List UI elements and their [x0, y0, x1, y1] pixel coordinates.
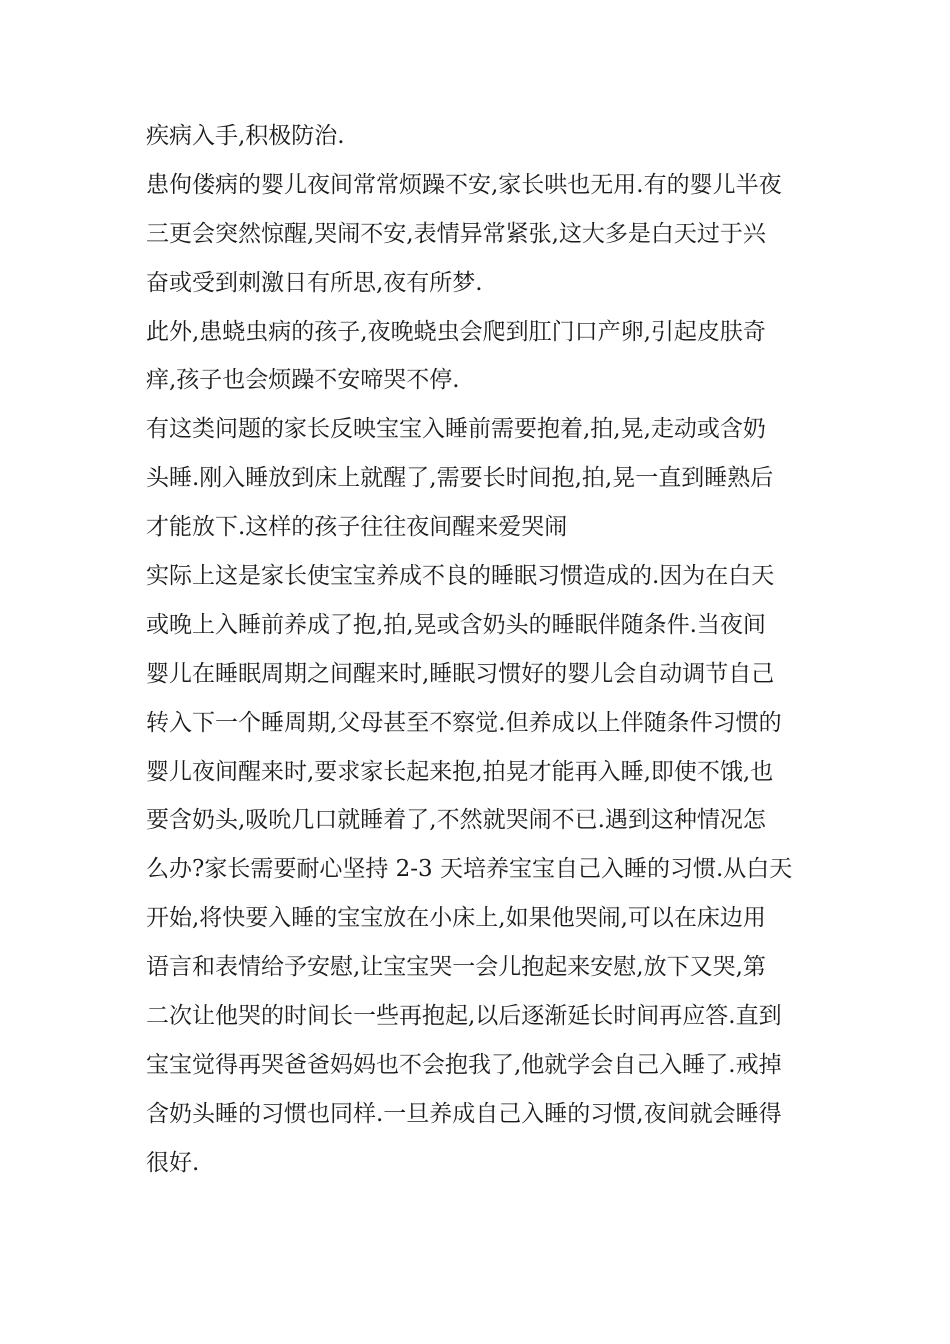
text-line: 很好.	[146, 1149, 200, 1176]
text-line: 么办?家长需要耐心坚持 2-3 天培养宝宝自己入睡的习惯.从白天	[146, 856, 793, 883]
text-line: 语言和表情给予安慰,让宝宝哭一会儿抱起来安慰,放下又哭,第	[146, 954, 766, 981]
text-line: 要含奶头,吸吮几口就睡着了,不然就哭闹不已.遇到这种情况怎	[146, 807, 766, 834]
text-line: 奋或受到刺激日有所思,夜有所梦.	[146, 269, 483, 296]
text-line: 此外,患蛲虫病的孩子,夜晚蛲虫会爬到肛门口产卵,引起皮肤奇	[146, 318, 766, 345]
text-line: 三更会突然惊醒,哭闹不安,表情异常紧张,这大多是白天过于兴	[146, 220, 766, 247]
text-line: 患佝偻病的婴儿夜间常常烦躁不安,家长哄也无用.有的婴儿半夜	[146, 171, 782, 198]
text-line: 婴儿夜间醒来时,要求家长起来抱,拍晃才能再入睡,即使不饿,也	[146, 758, 774, 785]
text-line: 二次让他哭的时间长一些再抱起,以后逐渐延长时间再应答.直到	[146, 1003, 782, 1030]
text-line: 婴儿在睡眠周期之间醒来时,睡眠习惯好的婴儿会自动调节自己	[146, 660, 775, 687]
text-line: 转入下一个睡周期,父母甚至不察觉.但养成以上伴随条件习惯的	[146, 709, 782, 736]
text-line: 有这类问题的家长反映宝宝入睡前需要抱着,拍,晃,走动或含奶	[146, 416, 766, 443]
text-line: 开始,将快要入睡的宝宝放在小床上,如果他哭闹,可以在床边用	[146, 905, 766, 932]
text-line: 头睡.刚入睡放到床上就醒了,需要长时间抱,拍,晃一直到睡熟后	[146, 465, 774, 492]
text-line: 实际上这是家长使宝宝养成不良的睡眠习惯造成的.因为在白天	[146, 563, 775, 590]
text-line: 含奶头睡的习惯也同样.一旦养成自己入睡的习惯,夜间就会睡得	[146, 1100, 782, 1127]
text-line: 疾病入手,积极防治.	[146, 123, 345, 149]
document-body	[146, 112, 811, 1188]
text-line: 或晚上入睡前养成了抱,拍,晃或含奶头的睡眠伴随条件.当夜间	[146, 611, 766, 638]
text-line: 痒,孩子也会烦躁不安啼哭不停.	[146, 367, 460, 394]
text-line: 才能放下.这样的孩子往往夜间醒来爱哭闹	[146, 514, 568, 541]
text-line: 宝宝觉得再哭爸爸妈妈也不会抱我了,他就学会自己入睡了.戒掉	[146, 1051, 782, 1078]
